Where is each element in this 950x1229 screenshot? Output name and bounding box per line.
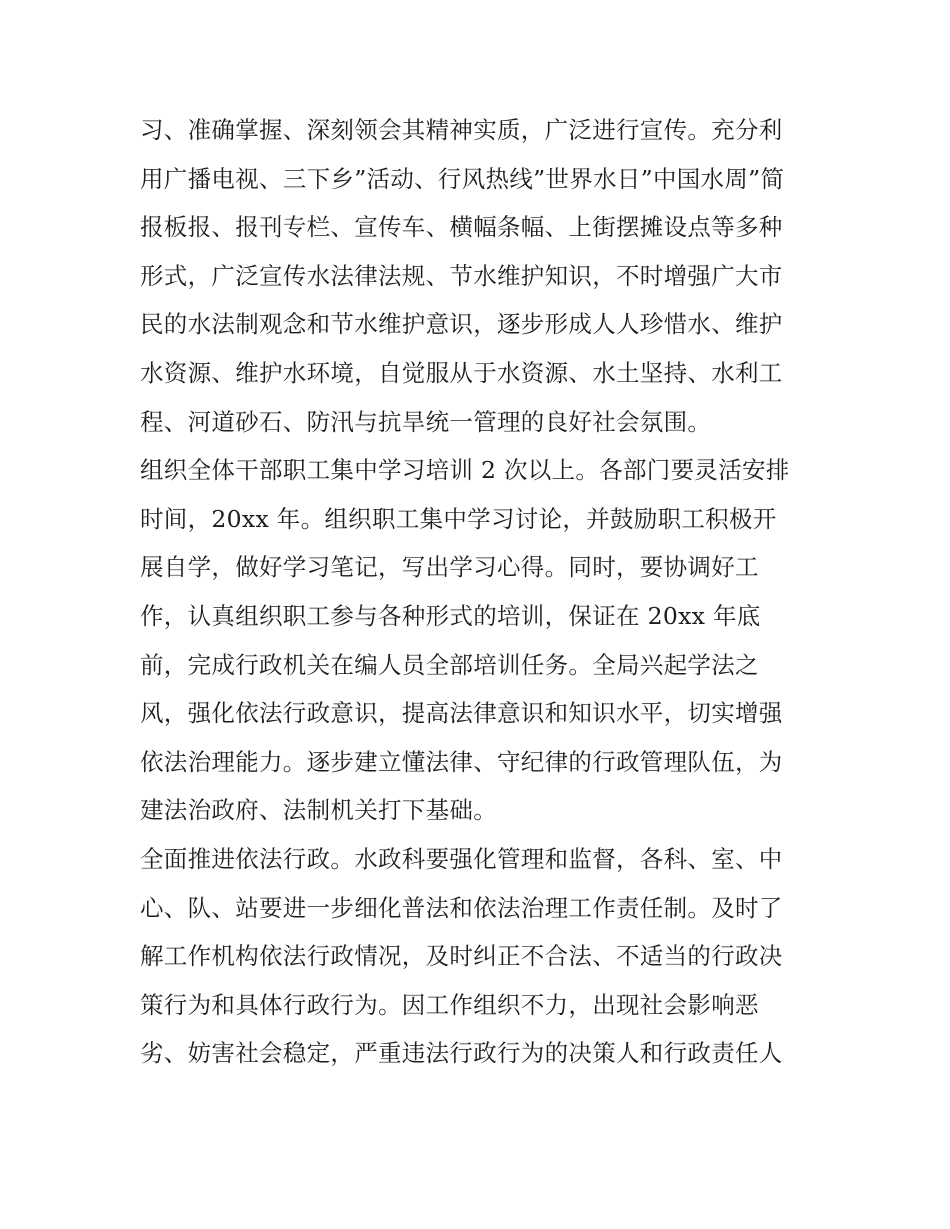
text-line: 组织全体干部职工集中学习培训 2 次以上。各部门要灵活安排 xyxy=(140,456,790,485)
text-line: 展自学，做好学习笔记，写出学习心得。同时，要协调好工 xyxy=(140,553,759,582)
text-line: 形式，广泛宣传水法律法规、节水维护知识，不时增强广大市 xyxy=(140,261,783,290)
text-line: 水资源、维护水环境，自觉服从于水资源、水土坚持、水利工 xyxy=(140,358,783,387)
paragraph-training xyxy=(140,446,820,835)
text-line: 程、河道砂石、防汛与抗旱统一管理的良好社会氛围。 xyxy=(140,407,712,436)
text-line: 作，认真组织职工参与各种形式的培训，保证在 20xx 年底 xyxy=(140,601,761,630)
text-line: 风，强化依法行政意识，提高法律意识和知识水平，切实增强 xyxy=(140,699,783,728)
paragraph-administration xyxy=(140,835,820,1078)
text-line: 解工作机构依法行政情况，及时纠正不合法、不适当的行政决 xyxy=(140,942,783,971)
text-line: 心、队、站要进一步细化普法和依法治理工作责任制。及时了 xyxy=(140,893,783,922)
text-line: 建法治政府、法制机关打下基础。 xyxy=(140,796,497,825)
document-body xyxy=(140,106,820,1078)
text-line: 民的水法制观念和节水维护意识，逐步形成人人珍惜水、维护 xyxy=(140,310,783,339)
text-line: 前，完成行政机关在编人员全部培训任务。全局兴起学法之 xyxy=(140,650,759,679)
paragraph-publicity xyxy=(140,106,820,446)
text-line: 劣、妨害社会稳定，严重违法行政行为的决策人和行政责任人 xyxy=(140,1039,783,1068)
text-line: 用广播电视、三下乡”活动、行风热线”世界水日”中国水周”简 xyxy=(140,164,785,193)
text-line: 时间，20xx 年。组织职工集中学习讨论，并鼓励职工积极开 xyxy=(140,504,777,533)
text-line: 策行为和具体行政行为。因工作组织不力，出现社会影响恶 xyxy=(140,990,759,1019)
text-line: 习、准确掌握、深刻领会其精神实质，广泛进行宣传。充分利 xyxy=(140,116,783,144)
text-line: 依法治理能力。逐步建立懂法律、守纪律的行政管理队伍，为 xyxy=(140,747,783,776)
text-line: 全面推进依法行政。水政科要强化管理和监督，各科、室、中 xyxy=(140,844,783,873)
text-line: 报板报、报刊专栏、宣传车、横幅条幅、上街摆摊设点等多种 xyxy=(140,213,783,242)
